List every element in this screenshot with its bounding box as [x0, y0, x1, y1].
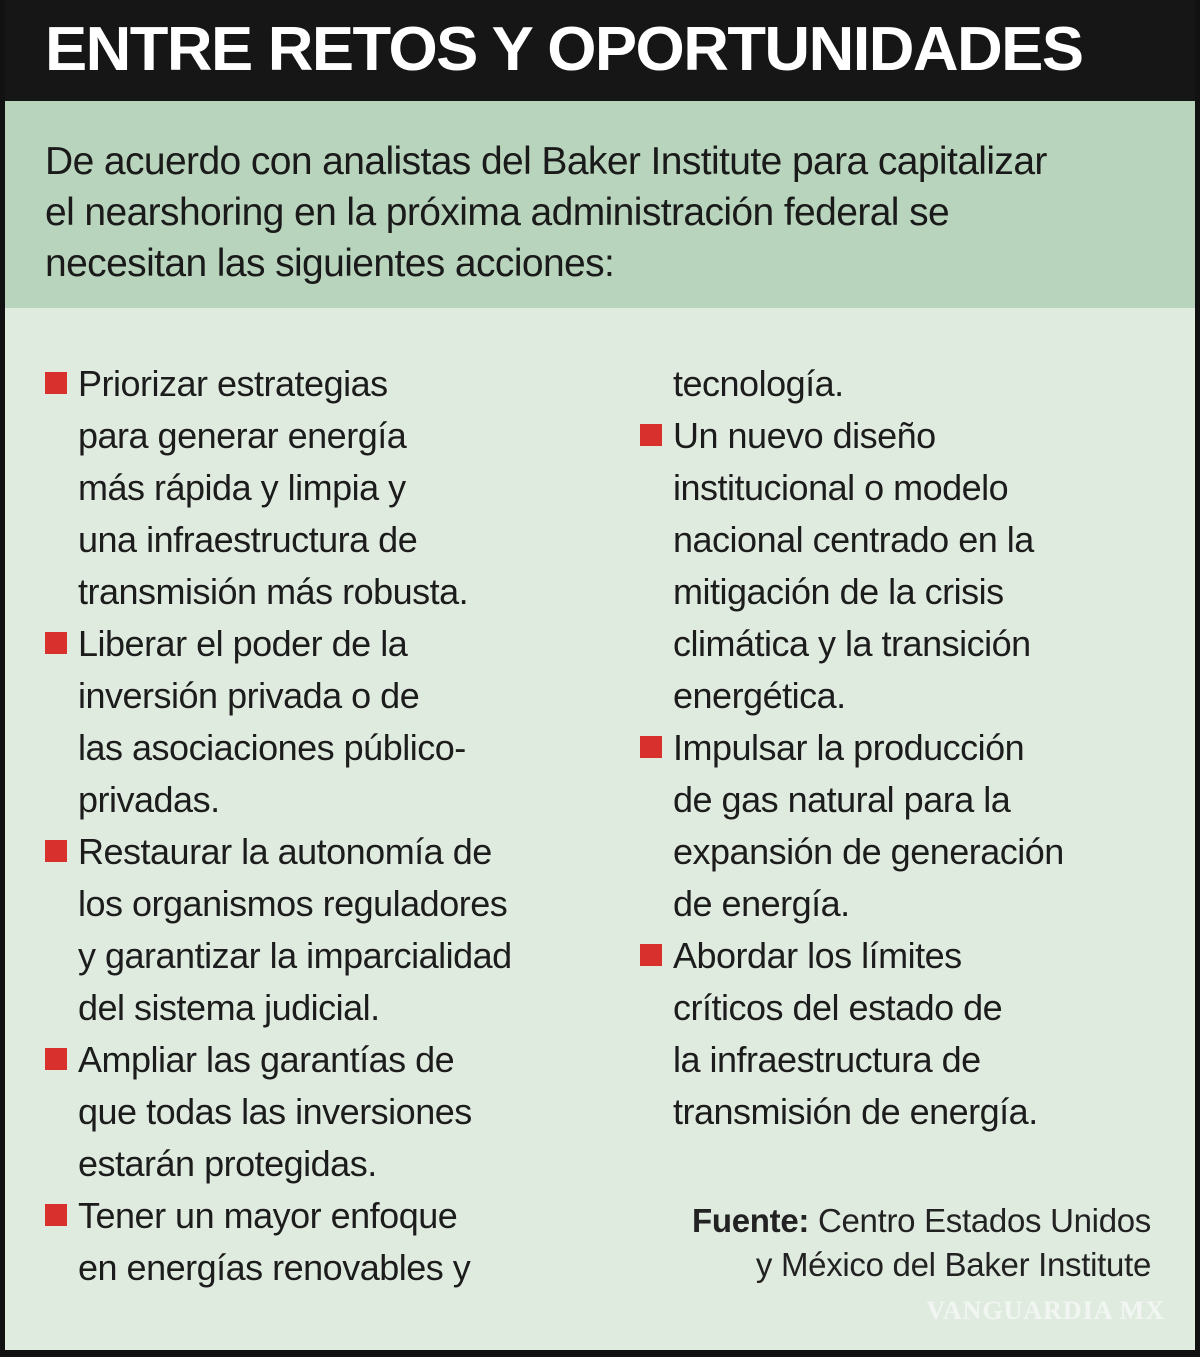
list-item-line: para generar energía	[78, 415, 407, 456]
intro-line: De acuerdo con analistas del Baker Institute para capitalizar	[45, 140, 1047, 183]
list-item	[673, 358, 1064, 410]
intro-line: el nearshoring en la próxima administración federal se	[45, 191, 950, 234]
list-item-line: inversión privada o de	[78, 675, 420, 716]
list-item	[78, 826, 512, 1034]
list-item-line: la infraestructura de	[673, 1039, 981, 1080]
list-item-line: Restaurar la autonomía de	[78, 826, 512, 878]
list-item-line: críticos del estado de	[673, 987, 1003, 1028]
list-item-line: Un nuevo diseño	[673, 410, 1064, 462]
list-item-line: del sistema judicial.	[78, 987, 380, 1028]
title-bar	[5, 0, 1195, 101]
list-item	[78, 618, 512, 826]
list-item-line: Ampliar las garantías de	[78, 1034, 512, 1086]
list-item-line: tecnología.	[673, 363, 844, 404]
infographic-title: ENTRE RETOS Y OPORTUNIDADES	[45, 15, 1083, 84]
list-item-line: mitigación de la crisis	[673, 571, 1004, 612]
list-item-line: Tener un mayor enfoque	[78, 1190, 512, 1242]
red-square-bullet-icon	[45, 1204, 67, 1226]
list-item-line: nacional centrado en la	[673, 519, 1034, 560]
red-square-bullet-icon	[640, 944, 662, 966]
list-item-line: transmisión más robusta.	[78, 571, 469, 612]
list-item-line: los organismos reguladores	[78, 883, 508, 924]
red-square-bullet-icon	[640, 424, 662, 446]
list-item-line: Abordar los límites	[673, 930, 1064, 982]
list-item-line: Impulsar la producción	[673, 722, 1064, 774]
list-item-line: privadas.	[78, 779, 220, 820]
list-item-line: en energías renovables y	[78, 1247, 471, 1288]
list-item	[78, 358, 512, 618]
list-item	[78, 1034, 512, 1190]
list-item-line: climática y la transición	[673, 623, 1031, 664]
right-column	[673, 358, 1064, 1138]
list-item-line: energética.	[673, 675, 846, 716]
list-item	[673, 722, 1064, 930]
list-item-line: expansión de generación	[673, 831, 1064, 872]
list-item-line: las asociaciones público-	[78, 727, 466, 768]
list-item-line: de gas natural para la	[673, 779, 1011, 820]
list-item-line: de energía.	[673, 883, 850, 924]
watermark-logo: VANGUARDIA MX	[926, 1296, 1165, 1325]
red-square-bullet-icon	[45, 1048, 67, 1070]
list-item-line: que todas las inversiones	[78, 1091, 472, 1132]
red-square-bullet-icon	[640, 736, 662, 758]
list-item-line: Priorizar estrategias	[78, 358, 512, 410]
intro-text	[45, 136, 1047, 289]
list-item-line: transmisión de energía.	[673, 1091, 1038, 1132]
infographic	[5, 0, 1195, 1350]
list-item-line: y garantizar la imparcialidad	[78, 935, 512, 976]
left-column	[78, 358, 512, 1294]
intro-band	[5, 101, 1195, 308]
list-item-line: estarán protegidas.	[78, 1143, 377, 1184]
intro-line: necesitan las siguientes acciones:	[45, 242, 615, 285]
list-item-line: institucional o modelo	[673, 467, 1009, 508]
list-item-line: más rápida y limpia y	[78, 467, 406, 508]
source-note	[692, 1199, 1151, 1287]
list-item-line: una infraestructura de	[78, 519, 418, 560]
red-square-bullet-icon	[45, 632, 67, 654]
source-label: Fuente:	[692, 1202, 810, 1239]
source-line: y México del Baker Institute	[755, 1246, 1151, 1283]
list-item-line: Liberar el poder de la	[78, 618, 512, 670]
list-item	[673, 410, 1064, 722]
list-item	[673, 930, 1064, 1138]
red-square-bullet-icon	[45, 840, 67, 862]
red-square-bullet-icon	[45, 372, 67, 394]
source-line: Centro Estados Unidos	[817, 1202, 1151, 1239]
list-item	[78, 1190, 512, 1294]
